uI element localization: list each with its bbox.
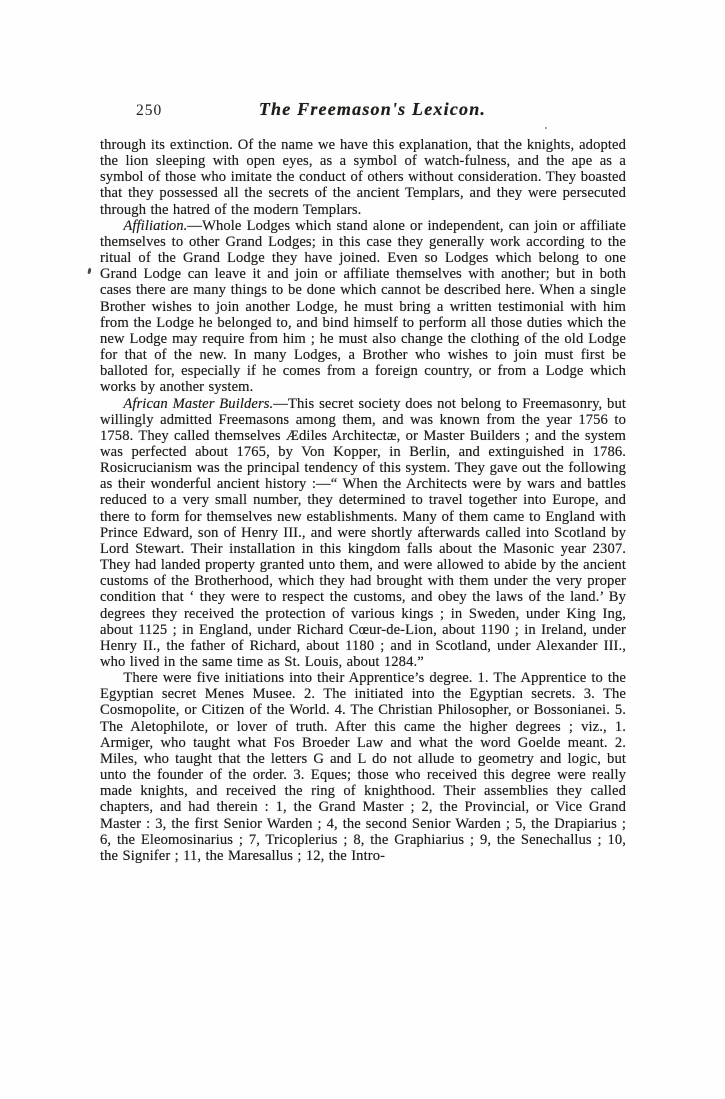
paragraph-text: —This secret society does not belong to Freemasonry, but willingly admitted Freemasons among them, and was known from the year 1756 to 1758. They called themselves Ædiles Architectæ, or Master Builders ; and the system was perfected about 1765, by Von Kopper, in Berlin, and extinguished in 1786. Rosicrucianism was the principal tendency of this system. They gave out the following as their wonderful ancient history :—“ When the Architects were by wars and battles reduced to a very small number, they determined to travel together into Europe, and there to form for themselves new establishments. Many of them came to England with Prince Edward, son of Henry III., and were shortly afterwards called into Scotland by Lord Stewart. Their installation in this kingdom falls about the Masonic year 2307. They had landed property granted unto them, and were allowed to abide by the ancient customs of the Brotherhood, which they had brought with them under the very proper condition that ‘ they were to respect the customs, and obey the laws of the land.’ By degrees they received the protection of various kings ; in Sweden, under King Ing, about 1125 ; in England, under Richard Cœur-de-Lion, about 1190 ; in Ireland, under Henry II., the father of Richard, about 1180 ; and in Scotland, under Alexander III., who lived in the same time as St. Louis, about 1284.” [100,395,626,670]
page-header [100,98,625,128]
paragraph-text: There were five initiations into their Apprentice’s degree. 1. The Apprentice to the Egyptian secret Menes Musee. 2. The initiated into the Egyptian secrets. 3. The Cosmopolite, or Citizen of the World. 4. The Christian Philosopher, or Bossonianei. 5. The Aletophilote, or lover of truth. After this came the higher degrees ; viz., 1. Armiger, who taught what Fos Broeder Law and what the word Goelde meant. 2. Miles, who taught that the letters G and L do not allude to geometry and logic, but unto the founder of the order. 3. Eques; those who received this degree were really made knights, and received the ring of knighthood. Their assemblies they called chapters, and had therein : 1, the Grand Master ; 2, the Provincial, or Vice Grand Master : 3, the first Senior Warden ; 4, the second Senior Warden ; 5, the Drapiarius ; 6, the Eleomosinarius ; 7, Tricoplerius ; 8, the Graphiarius ; 9, the Senechallus ; 10, the Signifer ; 11, the Maresallus ; 12, the Intro- [100,670,626,864]
paragraph-text: —Whole Lodges which stand alone or independent, can join or affiliate themselves to other Grand Lodges; in this case they generally work according to the ritual of the Grand Lodge they have joined. Even so Lodges which belong to one Grand Lodge can leave it and join or affiliate themselves with another; but in both cases there are many things to be done which cannot be described here. When a single Brother wishes to join another Lodge, he must bring a written testimonial with him from the Lodge he belonged to, and bind himself to perform all those duties which the new Lodge may require from him ; he must also change the clothing of the old Lodge for that of the new. In many Lodges, a Brother who wishes to join must first be balloted for, especially if he comes from a foreign country, or from a Lodge which works by another system. [100,217,626,396]
page-number: 250 [136,102,163,119]
paragraph-text: through its extinction. Of the name we have this explanation, that the knights, adopted the lion sleeping with open eyes, as a symbol of watch-fulness, and the ape as a symbol of those who imitate the conduct of others without consideration. They boasted that they possessed all the secrets of the ancient Templars, and they were persecuted through the hatred of the modern Templars. [100,137,626,218]
text-block [100,137,626,864]
entry-term: African Master Builders. [123,395,274,412]
paragraph [100,670,626,864]
paragraph [100,137,626,218]
paragraph [100,396,626,671]
entry-term: Affiliation. [123,217,188,234]
ink-speck [87,268,91,274]
paragraph [100,218,626,396]
page-title: The Freemason's Lexicon. [258,99,487,119]
ink-speck [545,127,547,129]
